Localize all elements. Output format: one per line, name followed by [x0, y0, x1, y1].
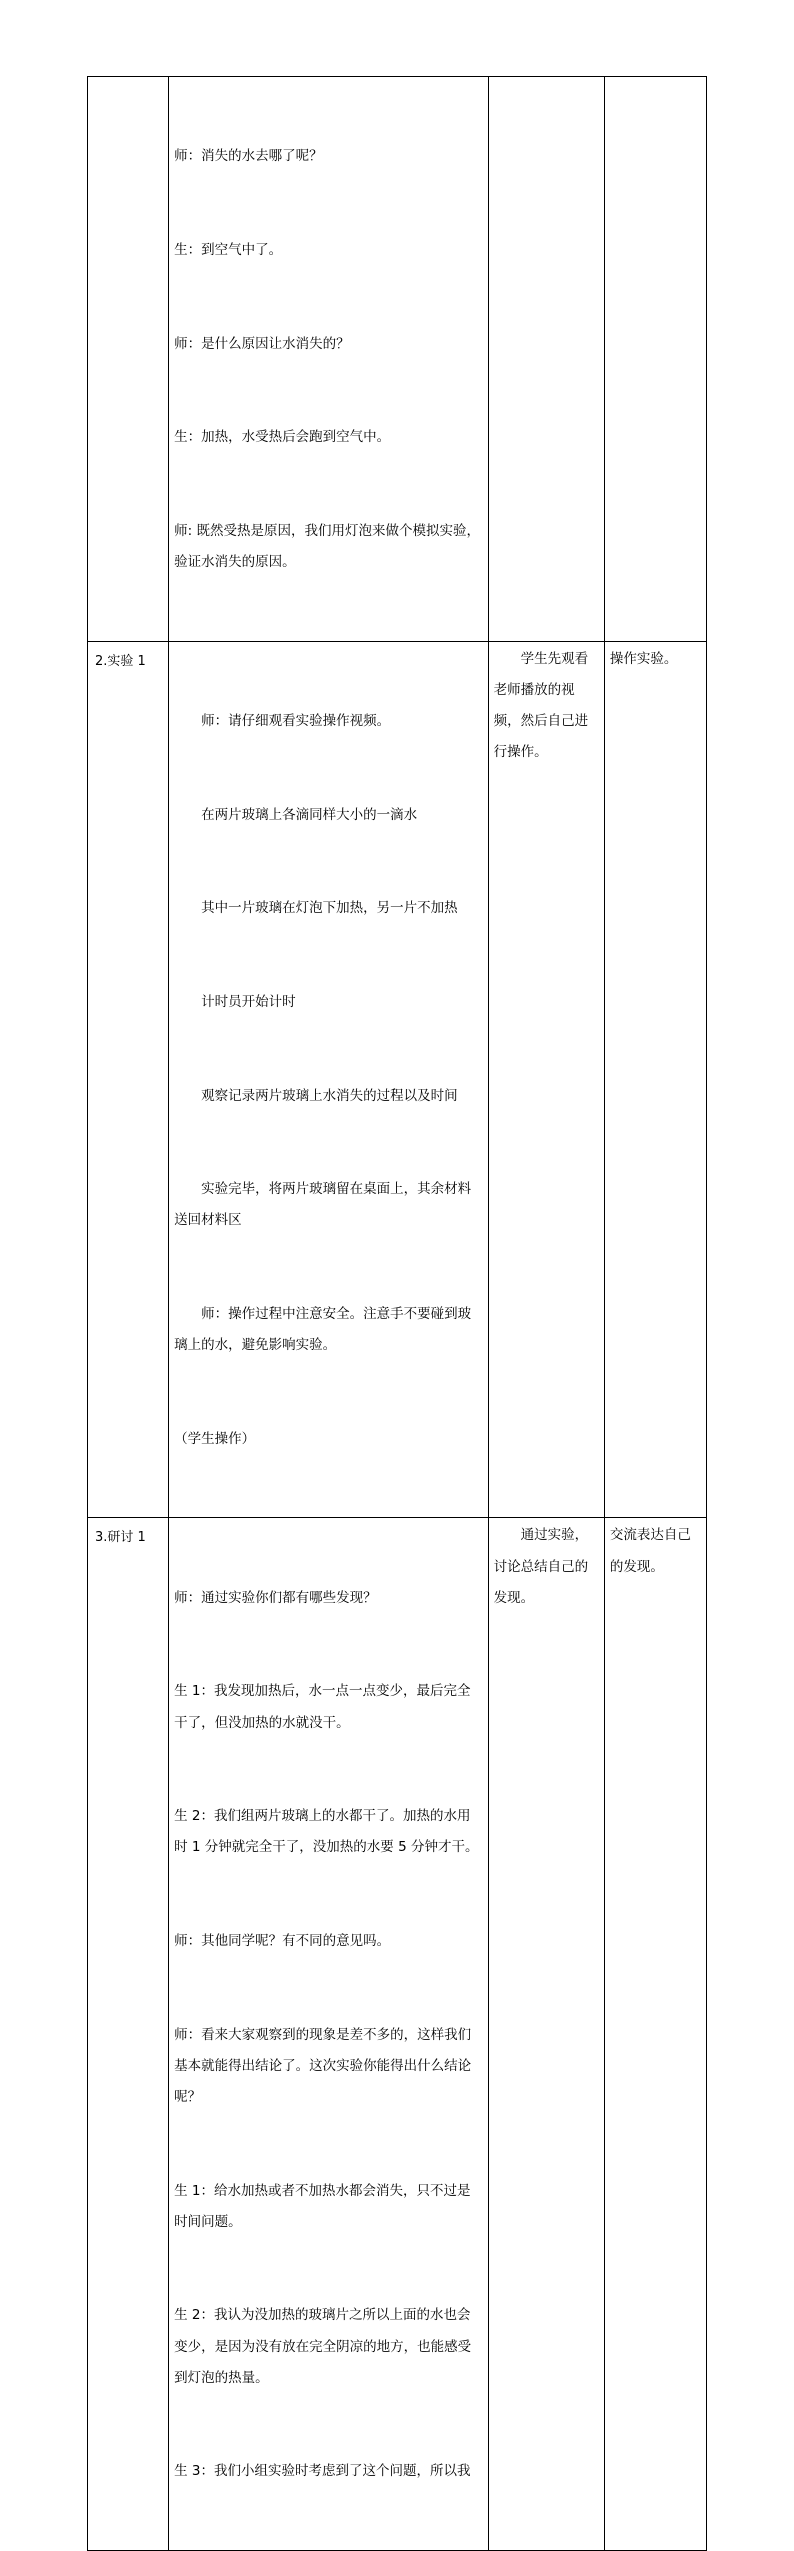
student-text	[489, 77, 604, 79]
process-line: 生 1：给水加热或者不加热水都会消失，只不过是时间问题。	[174, 2182, 471, 2230]
process-line: 生 2：我认为没加热的玻璃片之所以上面的水也会变少，是因为没有放在完全阴凉的地方，也能感受到灯泡的热量。	[174, 2307, 472, 2386]
stage-cell	[88, 77, 169, 642]
table-row	[88, 1518, 707, 2551]
stage-cell	[88, 641, 169, 1518]
stage-label	[88, 77, 168, 81]
process-line: 其中一片玻璃在灯泡下加热，另一片不加热	[201, 900, 458, 917]
process-line: 实验完毕，将两片玻璃留在桌面上，其余材料送回材料区	[174, 1181, 472, 1229]
process-line: 师: 既然受热是原因，我们用灯泡来做个模拟实验，验证水消失的原因。	[174, 522, 480, 571]
process-line: 师：通过实验你们都有哪些发现？	[174, 1589, 377, 1606]
process-line: 师：看来大家观察到的现象是差不多的，这样我们基本就能得出结论了。这次实验你能得出什么结论呢？	[174, 2026, 472, 2105]
process-line: 观察记录两片玻璃上水消失的过程以及时间	[201, 1087, 458, 1104]
process-line: 计时员开始计时	[201, 993, 296, 1010]
activity-cell	[604, 641, 706, 1518]
stage-label: 3.研讨 1	[95, 1530, 146, 1546]
activity-text	[605, 77, 706, 79]
student-text: 学生先观看老师播放的视频，然后自己进行操作。	[493, 650, 589, 761]
activity-cell	[604, 1518, 706, 2551]
process-line: （学生操作）	[174, 1430, 256, 1447]
table-row	[88, 77, 707, 642]
process-line: 生：到空气中了。	[174, 242, 283, 259]
student-text: 通过实验，讨论总结自己的发现。	[493, 1527, 589, 1606]
activity-text: 交流表达自己的发现。	[609, 1527, 691, 1575]
stage-cell	[88, 1518, 169, 2551]
process-line: 生 1：我发现加热后，水一点一点变少，最后完全干了，但没加热的水就没干。	[174, 1683, 471, 1731]
process-line: 师：是什么原因让水消失的？	[174, 335, 350, 352]
process-cell	[169, 641, 489, 1518]
process-line: 师：消失的水去哪了呢？	[174, 148, 323, 165]
student-cell	[488, 1518, 604, 2551]
table-row	[88, 641, 707, 1518]
process-line: 师：其他同学呢？有不同的意见吗。	[174, 1932, 391, 1949]
process-line: 师：请仔细观看实验操作视频。	[201, 713, 391, 730]
process-cell	[169, 77, 489, 642]
process-line: 生 2：我们组两片玻璃上的水都干了。加热的水用时 1 分钟就完全干了，没加热的水要 5 分钟才干。	[174, 1808, 479, 1856]
lesson-plan-table	[87, 76, 707, 2551]
student-cell	[488, 77, 604, 642]
process-line: 在两片玻璃上各滴同样大小的一滴水	[201, 806, 418, 823]
process-line: 师：操作过程中注意安全。注意手不要碰到玻璃上的水，避免影响实验。	[174, 1305, 472, 1354]
stage-label: 2.实验 1	[95, 653, 146, 669]
activity-cell	[604, 77, 706, 642]
student-cell	[488, 641, 604, 1518]
process-line: 生 3：我们小组实验时考虑到了这个问题，所以我	[174, 2463, 471, 2480]
activity-text: 操作实验。	[609, 650, 678, 667]
process-cell	[169, 1518, 489, 2551]
process-line: 生：加热，水受热后会跑到空气中。	[174, 429, 391, 446]
